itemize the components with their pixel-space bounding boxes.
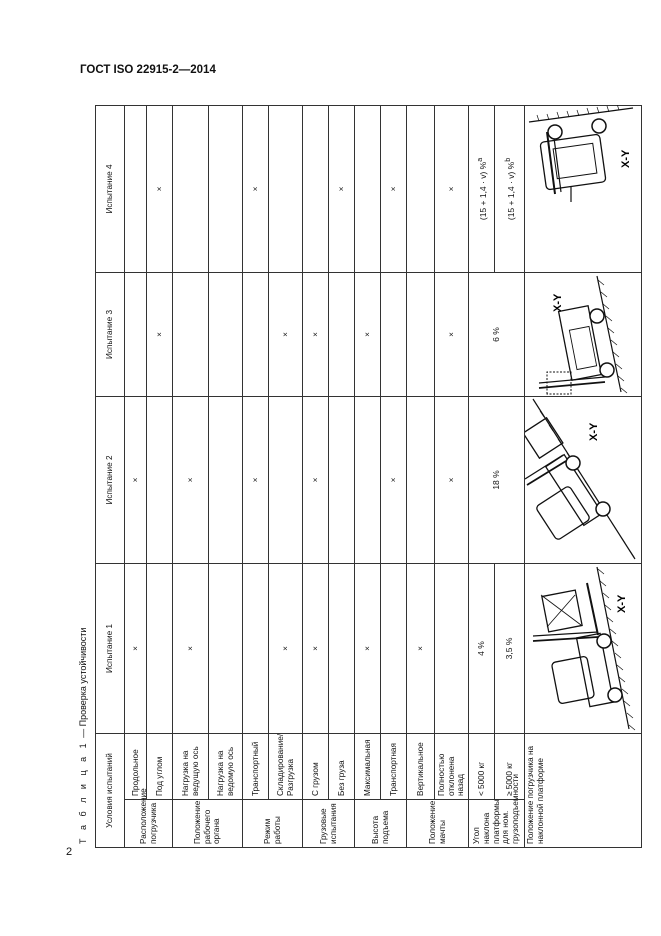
document-header: ГОСТ ISO 22915-2—2014 bbox=[80, 64, 216, 76]
header-test-3: Испытание 3 bbox=[96, 272, 125, 396]
table-row bbox=[435, 105, 469, 847]
row-label-tilted-back: Полностью отклонена назад bbox=[435, 733, 469, 799]
mark: × bbox=[435, 396, 469, 563]
group-label-mode: Режим работы bbox=[243, 800, 303, 848]
row-label-angled: Под углом bbox=[147, 733, 173, 799]
row-label-ge5000: ≥ 5000 кг bbox=[495, 733, 525, 799]
table-row bbox=[407, 105, 435, 847]
group-label-cargo: Грузовые испытания bbox=[303, 800, 355, 848]
mark: × bbox=[355, 272, 381, 396]
table-caption-label: Т а б л и ц а 1 bbox=[78, 740, 88, 844]
row-label-transport: Транспортный bbox=[243, 733, 269, 799]
header-test-2: Испытание 2 bbox=[96, 396, 125, 563]
mark: × bbox=[147, 105, 173, 272]
axis-label-xy: X-Y bbox=[620, 149, 632, 168]
row-label-driven-axle: Нагрузка на ведомую ось bbox=[209, 733, 243, 799]
table-row bbox=[209, 105, 243, 847]
axis-label-xy: X-Y bbox=[588, 422, 600, 441]
row-label-drive-axle: Нагрузка на ведущую ось bbox=[173, 733, 209, 799]
forklift-diagram-3-svg bbox=[525, 272, 639, 396]
table-row bbox=[243, 105, 269, 847]
group-label-load-organ: Положение рабочего органа bbox=[173, 800, 243, 848]
forklift-diagram-4-svg bbox=[525, 105, 639, 272]
row-label-stacking: Складирование/ Разгрузка bbox=[269, 733, 303, 799]
mark: × bbox=[435, 272, 469, 396]
row-label-lt5000: < 5000 кг bbox=[469, 733, 495, 799]
angle-value-test-4-lt5000: (15 + 1,4 · v) %$^a$ bbox=[469, 105, 495, 272]
mark: × bbox=[303, 396, 329, 563]
stability-table bbox=[95, 105, 642, 848]
mark: × bbox=[173, 563, 209, 733]
mark: × bbox=[381, 105, 407, 272]
page-number: 2 bbox=[66, 846, 73, 858]
mark: × bbox=[243, 396, 269, 563]
footnote-a: a bbox=[475, 157, 484, 162]
mark: × bbox=[303, 272, 329, 396]
forklift-diagram-test-4 bbox=[525, 105, 642, 272]
row-label-with-load: С грузом bbox=[303, 733, 329, 799]
row-label-no-load: Без груза bbox=[329, 733, 355, 799]
mark: × bbox=[269, 272, 303, 396]
angle-value-test-2: 18 % bbox=[469, 396, 525, 563]
rotated-table-block bbox=[78, 106, 632, 848]
table-caption bbox=[78, 628, 88, 844]
mark: × bbox=[173, 396, 209, 563]
forklift-diagram-test-3 bbox=[525, 272, 642, 396]
table-row bbox=[355, 105, 381, 847]
mark: × bbox=[435, 105, 469, 272]
forklift-diagram-1-svg bbox=[525, 563, 639, 733]
footnote-b: b bbox=[503, 157, 512, 162]
header-test-1: Испытание 1 bbox=[96, 563, 125, 733]
angle-value-test-1-ge5000: 3,5 % bbox=[495, 563, 525, 733]
angle-value-test-3: 6 % bbox=[469, 272, 525, 396]
forklift-diagram-test-2 bbox=[525, 396, 642, 563]
mark: × bbox=[269, 563, 303, 733]
mark: × bbox=[355, 563, 381, 733]
table-row bbox=[381, 105, 407, 847]
row-label-longitudinal: Продольное bbox=[125, 733, 147, 799]
table-row bbox=[147, 105, 173, 847]
group-label-lift: Высота подъема bbox=[355, 800, 407, 848]
table-row bbox=[329, 105, 355, 847]
mark: × bbox=[329, 105, 355, 272]
row-label-vertical: Вертикальное bbox=[407, 733, 435, 799]
mark: × bbox=[125, 563, 147, 733]
forklift-diagram-2-svg bbox=[525, 396, 639, 563]
header-conditions: Условия испытаний bbox=[96, 733, 125, 847]
table-caption-dash: — bbox=[78, 726, 88, 741]
row-label-platform-position: Положение погрузчика на наклонной платформе bbox=[525, 733, 642, 847]
axis-label-xy: X-Y bbox=[616, 594, 628, 613]
table-row bbox=[173, 105, 209, 847]
row-label-max: Максимальная bbox=[355, 733, 381, 799]
mark: × bbox=[407, 563, 435, 733]
table-header-row bbox=[96, 105, 125, 847]
angle-value-test-1-lt5000: 4 % bbox=[469, 563, 495, 733]
table-caption-title: Проверка устойчивости bbox=[78, 627, 88, 727]
row-label-transport-height: Транспортная bbox=[381, 733, 407, 799]
mark: × bbox=[303, 563, 329, 733]
table-row bbox=[525, 105, 642, 847]
table-row bbox=[469, 105, 495, 847]
forklift-diagram-test-1 bbox=[525, 563, 642, 733]
axis-label-xy: X-Y bbox=[552, 293, 564, 312]
table-row bbox=[303, 105, 329, 847]
table-row bbox=[125, 105, 147, 847]
group-label-angle: Угол наклона платформы для ном. грузоподъемности bbox=[469, 800, 525, 848]
mark: × bbox=[147, 272, 173, 396]
angle-value-test-4-ge5000: (15 + 1,4 · v) %$^b$ bbox=[495, 105, 525, 272]
group-label-mast: Положение мачты bbox=[407, 800, 469, 848]
table-row bbox=[269, 105, 303, 847]
mark: × bbox=[125, 396, 147, 563]
header-test-4: Испытание 4 bbox=[96, 105, 125, 272]
group-label-position: Расположение погрузчика bbox=[125, 800, 173, 848]
mark: × bbox=[243, 105, 269, 272]
mark: × bbox=[381, 396, 407, 563]
